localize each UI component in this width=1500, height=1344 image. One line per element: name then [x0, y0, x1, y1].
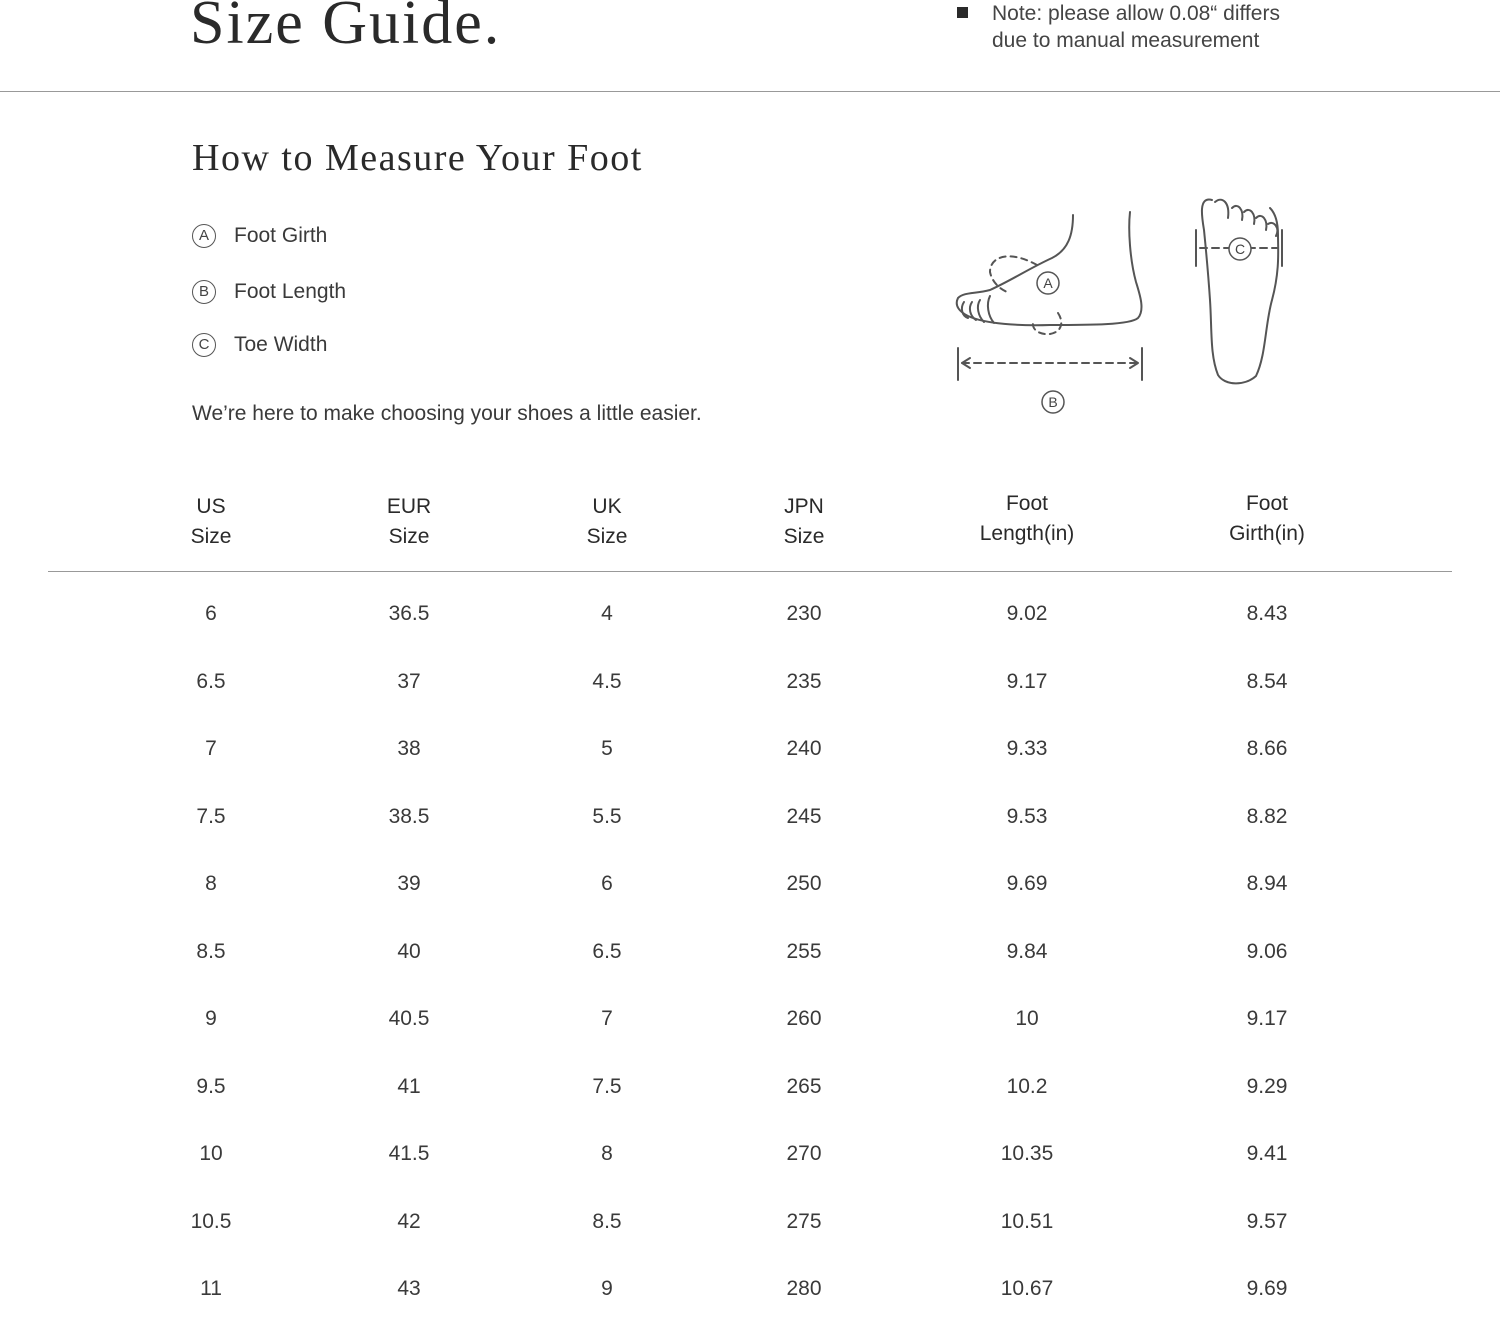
cell-eur-size: 40.5	[388, 1007, 430, 1030]
legend-label: Toe Width	[234, 333, 328, 356]
cell-us-size: 10	[199, 1142, 223, 1165]
cell-us-size: 10.5	[190, 1209, 232, 1233]
note-line-2: due to manual measurement	[992, 29, 1260, 52]
column-header-jpn-size: JPN Size	[783, 495, 825, 548]
cell-foot-length: 10.2	[1006, 1074, 1048, 1098]
cell-foot-girth: 8.94	[1246, 872, 1288, 895]
cell-jpn-size: 260	[786, 1007, 822, 1030]
page-title: Size Guide.	[190, 0, 502, 57]
cell-uk-size: 6.5	[592, 939, 622, 963]
cell-eur-size: 38.5	[388, 804, 430, 828]
cell-jpn-size: 250	[786, 872, 822, 895]
cell-eur-size: 38	[397, 737, 421, 760]
cell-foot-girth: 9.41	[1246, 1142, 1288, 1165]
header-divider	[0, 91, 1500, 92]
side-foot-outline	[957, 212, 1142, 325]
cell-foot-girth: 9.06	[1246, 939, 1288, 963]
table-row	[0, 805, 1500, 872]
badge-c-icon: C	[192, 333, 216, 357]
cell-eur-size: 41	[397, 1074, 421, 1098]
cell-foot-length: 9.53	[1006, 804, 1048, 828]
table-row	[0, 1210, 1500, 1277]
table-row	[0, 1075, 1500, 1142]
cell-uk-size: 8	[601, 1142, 613, 1165]
cell-eur-size: 42	[397, 1209, 421, 1233]
cell-eur-size: 40	[397, 939, 421, 963]
cell-uk-size: 8.5	[592, 1209, 622, 1233]
cell-foot-length: 9.33	[1006, 737, 1048, 760]
diagram-label-b: B	[1048, 394, 1058, 410]
cell-foot-length: 10.51	[1000, 1209, 1054, 1233]
cell-jpn-size: 265	[786, 1074, 822, 1098]
cell-foot-length: 9.69	[1006, 872, 1048, 895]
table-row	[0, 737, 1500, 804]
cell-foot-girth: 9.69	[1246, 1277, 1288, 1300]
cell-uk-size: 5.5	[592, 804, 622, 828]
cell-us-size: 8	[205, 872, 217, 895]
cell-uk-size: 4	[601, 602, 613, 625]
cell-eur-size: 37	[397, 669, 421, 693]
cell-eur-size: 36.5	[388, 602, 430, 625]
cell-jpn-size: 255	[786, 939, 822, 963]
table-row	[0, 670, 1500, 737]
diagram-label-a: A	[1043, 275, 1053, 291]
cell-foot-girth: 8.66	[1246, 737, 1288, 760]
cell-foot-girth: 8.43	[1246, 602, 1288, 625]
foot-measurement-illustration	[940, 190, 1300, 420]
cell-jpn-size: 270	[786, 1142, 822, 1165]
cell-foot-girth: 9.29	[1246, 1074, 1288, 1098]
cell-us-size: 6.5	[196, 669, 226, 693]
column-header-foot-length: Foot Length(in)	[979, 492, 1075, 545]
cell-foot-girth: 9.17	[1246, 1007, 1288, 1030]
diagram-label-c: C	[1234, 241, 1246, 257]
cell-eur-size: 41.5	[388, 1142, 430, 1165]
column-header-uk-size: UK Size	[586, 495, 628, 548]
cell-us-size: 7.5	[196, 804, 226, 828]
cell-uk-size: 5	[601, 737, 613, 760]
cell-us-size: 9.5	[196, 1074, 226, 1098]
cell-foot-length: 10.67	[1000, 1277, 1054, 1300]
table-row	[0, 872, 1500, 939]
section-title: How to Measure Your Foot	[192, 137, 643, 179]
cell-jpn-size: 230	[786, 602, 822, 625]
cell-eur-size: 39	[397, 872, 421, 895]
cell-us-size: 8.5	[196, 939, 226, 963]
cell-foot-length: 10	[1015, 1007, 1039, 1030]
cell-jpn-size: 280	[786, 1277, 822, 1300]
cell-jpn-size: 275	[786, 1209, 822, 1233]
legend-item-toe-width	[192, 333, 327, 357]
table-row	[0, 602, 1500, 669]
measurement-note	[957, 0, 1280, 54]
cell-foot-length: 9.02	[1006, 602, 1048, 625]
cell-uk-size: 6	[601, 872, 613, 895]
table-divider	[48, 571, 1452, 572]
cell-jpn-size: 245	[786, 804, 822, 828]
cell-us-size: 7	[205, 737, 217, 760]
badge-a-icon: A	[192, 224, 216, 248]
cell-foot-length: 10.35	[1000, 1142, 1054, 1165]
column-header-eur-size: EUR Size	[386, 495, 432, 548]
cell-uk-size: 4.5	[592, 669, 622, 693]
cell-foot-length: 9.17	[1006, 669, 1048, 693]
column-header-us-size: US Size	[190, 495, 232, 548]
table-row	[0, 1277, 1500, 1344]
cell-foot-girth: 9.57	[1246, 1209, 1288, 1233]
cell-eur-size: 43	[397, 1277, 421, 1300]
legend-item-foot-girth	[192, 224, 327, 248]
cell-us-size: 11	[200, 1277, 222, 1300]
note-bullet-icon	[957, 7, 968, 18]
cell-foot-girth: 8.54	[1246, 669, 1288, 693]
cell-uk-size: 7	[601, 1007, 613, 1030]
cell-us-size: 9	[205, 1007, 217, 1030]
cell-uk-size: 7.5	[592, 1074, 622, 1098]
cell-us-size: 6	[205, 602, 217, 625]
legend-label: Foot Girth	[234, 224, 328, 247]
cell-uk-size: 9	[601, 1277, 613, 1300]
table-row	[0, 1142, 1500, 1209]
column-header-foot-girth: Foot Girth(in)	[1229, 492, 1305, 545]
table-row	[0, 940, 1500, 1007]
legend-item-foot-length	[192, 280, 346, 304]
cell-foot-girth: 8.82	[1246, 804, 1288, 828]
tagline: We’re here to make choosing your shoes a little easier.	[192, 402, 702, 425]
cell-jpn-size: 240	[786, 737, 822, 760]
badge-b-icon: B	[192, 280, 216, 304]
table-row	[0, 1007, 1500, 1074]
cell-jpn-size: 235	[786, 669, 822, 693]
note-line-1: Note: please allow 0.08“ differs	[992, 2, 1280, 25]
cell-foot-length: 9.84	[1006, 939, 1048, 963]
legend-label: Foot Length	[234, 280, 347, 303]
size-table-header	[0, 490, 1500, 560]
